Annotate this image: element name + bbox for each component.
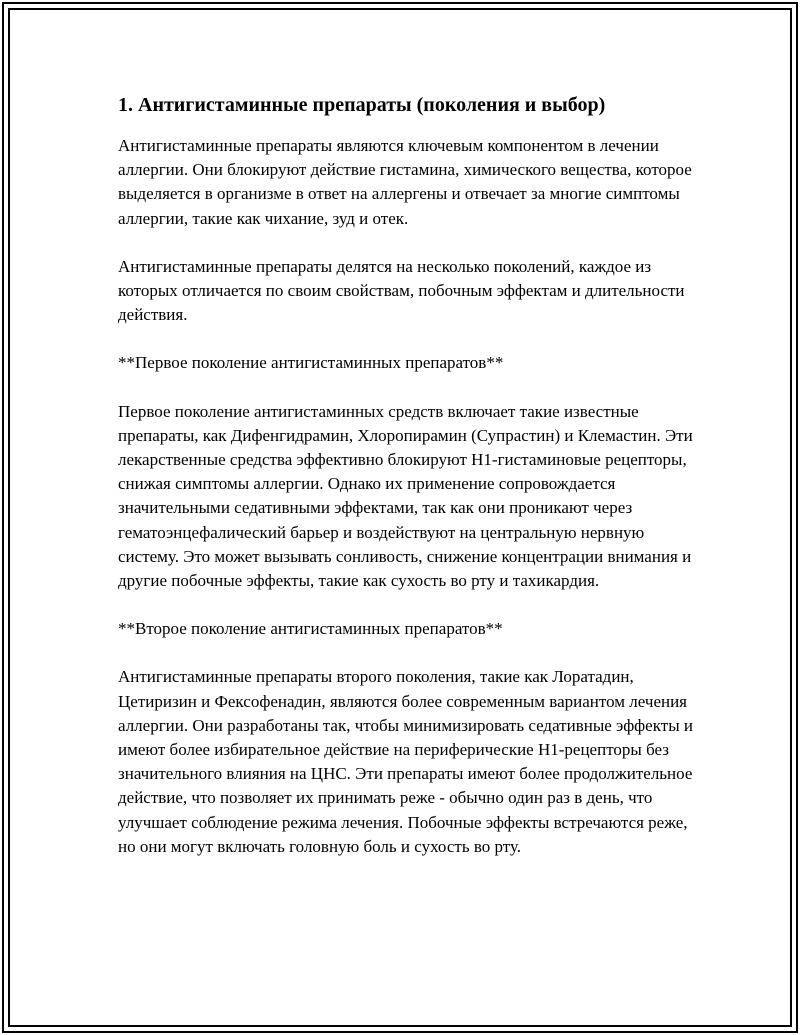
- paragraph-generations: Антигистаминные препараты делятся на несколько поколений, каждое из которых отличается по своим свойствам, побочным эффектам и длительности действия.: [118, 256, 685, 325]
- paragraph-second-generation: Антигистаминные препараты второго поколения, такие как Лоратадин, Цетиризин и Фексофенадин, являются более современным вариантом лечения аллергии. Они разработаны так, чтобы минимизировать седативные эффекты и имеют более избирательное действие на периферические H1-рецепторы без значительного влияния на ЦНС. Эти препараты имеют более продолжительное действие, что позволяет их принимать реже - обычно один раз в день, что улучшает соблюдение режима лечения. Побочные эффекты встречаются реже, но они могут включать головную боль и сухость во рту.: [118, 667, 693, 856]
- paragraph-intro: Антигистаминные препараты являются ключевым компонентом в лечении аллергии. Они блокируют действие гистамина, химического вещества, которое выделяется в организме в ответ на аллергены и отвечает за многие симптомы аллергии, такие как чихание, зуд и отек.: [118, 136, 692, 228]
- document-body: [118, 91, 698, 859]
- section-heading-second-generation: **Второе поколение антигистаминных препаратов**: [118, 619, 503, 639]
- section-heading-first-generation: **Первое поколение антигистаминных препаратов**: [118, 353, 504, 373]
- document-title: 1. Антигистаминные препараты (поколения и выбор): [118, 94, 606, 116]
- paragraph-first-generation: Первое поколение антигистаминных средств включает такие известные препараты, как Дифенгидрамин, Хлоропирамин (Супрастин) и Клемастин. Эти лекарственные средства эффективно блокируют H1-гистаминовые рецепторы, снижая симптомы аллергии. Однако их применение сопровождается значительными седативными эффектами, так как они проникают через гематоэнцефалический барьер и воздействуют на центральную нервную систему. Это может вызывать сонливость, снижение концентрации внимания и другие побочные эффекты, такие как сухость во рту и тахикардия.: [118, 401, 693, 591]
